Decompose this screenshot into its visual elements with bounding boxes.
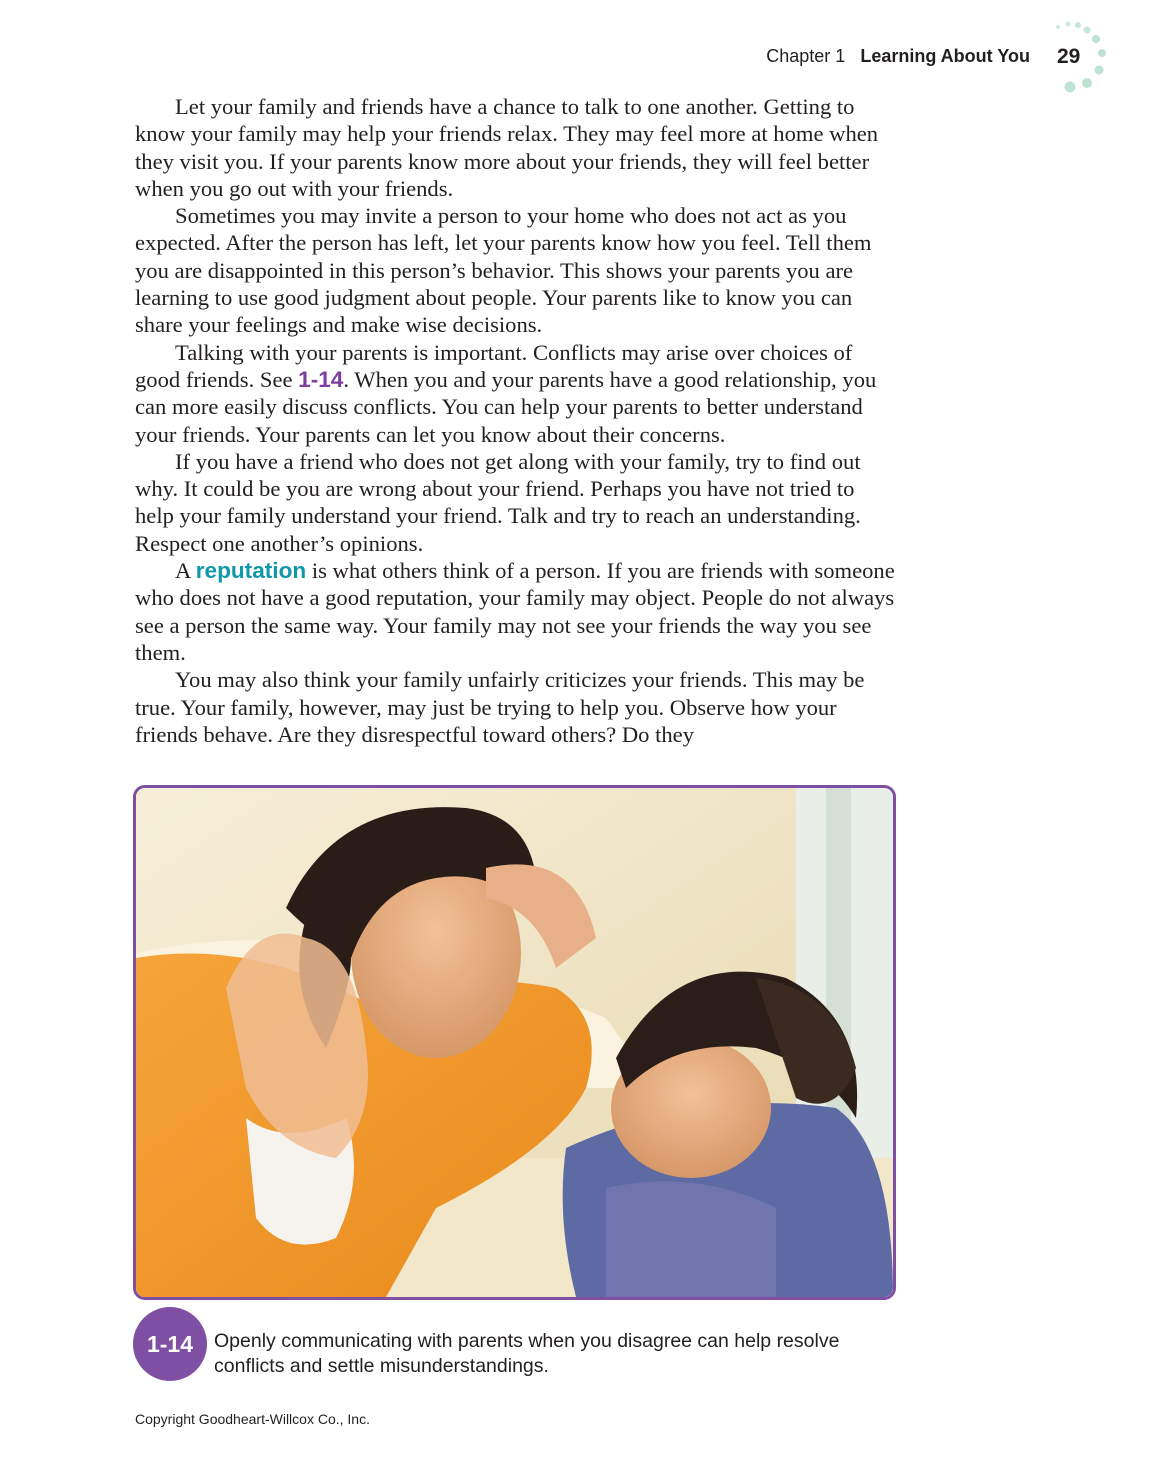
figure-reference-link[interactable]: 1-14 — [298, 366, 344, 392]
chapter-label: Chapter 1 — [766, 46, 846, 66]
figure-caption: Openly communicating with parents when you disagree can help resolve conflicts and settle misunderstandings. — [214, 1330, 840, 1377]
paragraph — [135, 339, 899, 448]
figure-number-badge: 1-14 — [133, 1307, 207, 1381]
paragraph: You may also think your family unfairly criticizes your friends. This may be true. Your family, however, may just be trying to help you. Observe how your friends behave. Are they disrespectful toward others? Do they — [135, 667, 865, 747]
page-number: 29 — [1057, 45, 1081, 68]
figure-photo — [133, 785, 896, 1300]
running-header — [766, 46, 1030, 67]
paragraph: Sometimes you may invite a person to your home who does not act as you expected. After the person has left, let your parents know how you feel. Tell them you are disappointed in this person’s behavior. This shows your parents you are learning to use good judgment about people. Your parents like to know you can share your feelings and make wise decisions. — [135, 203, 872, 338]
paragraph-text: . When you and your parents have a good relationship, you can more easily discuss conflicts. You can help your parents to better understand your friends. Your parents can let you know about their concerns. — [135, 366, 877, 447]
paragraph-text: is what others think of a person. If you are friends with someone who does not have a good reputation, your family may object. People do not always see a person the same way. Your family may not see your friends the way you see them. — [135, 558, 895, 665]
paragraph-text: A — [175, 558, 196, 584]
paragraph-text: Talking with your parents is important. Conflicts may arise over choices of good friends. See — [135, 339, 853, 392]
body-text — [135, 93, 899, 748]
paragraph — [135, 557, 899, 666]
paragraph: If you have a friend who does not get along with your family, try to find out why. It could be you are wrong about your friend. Perhaps you have not tried to help your family understand your friend. Talk and try to reach an understanding. Respect one another’s opinions. — [135, 448, 861, 556]
key-term: reputation — [195, 558, 307, 584]
chapter-title: Learning About You — [860, 46, 1030, 66]
paragraph: Let your family and friends have a chance to talk to one another. Getting to know your family may help your friends relax. They may feel more at home when they visit you. If your parents know more about your friends, they will feel better when you go out with your friends. — [135, 94, 879, 201]
copyright-footer: Copyright Goodheart-Willcox Co., Inc. — [135, 1411, 370, 1427]
